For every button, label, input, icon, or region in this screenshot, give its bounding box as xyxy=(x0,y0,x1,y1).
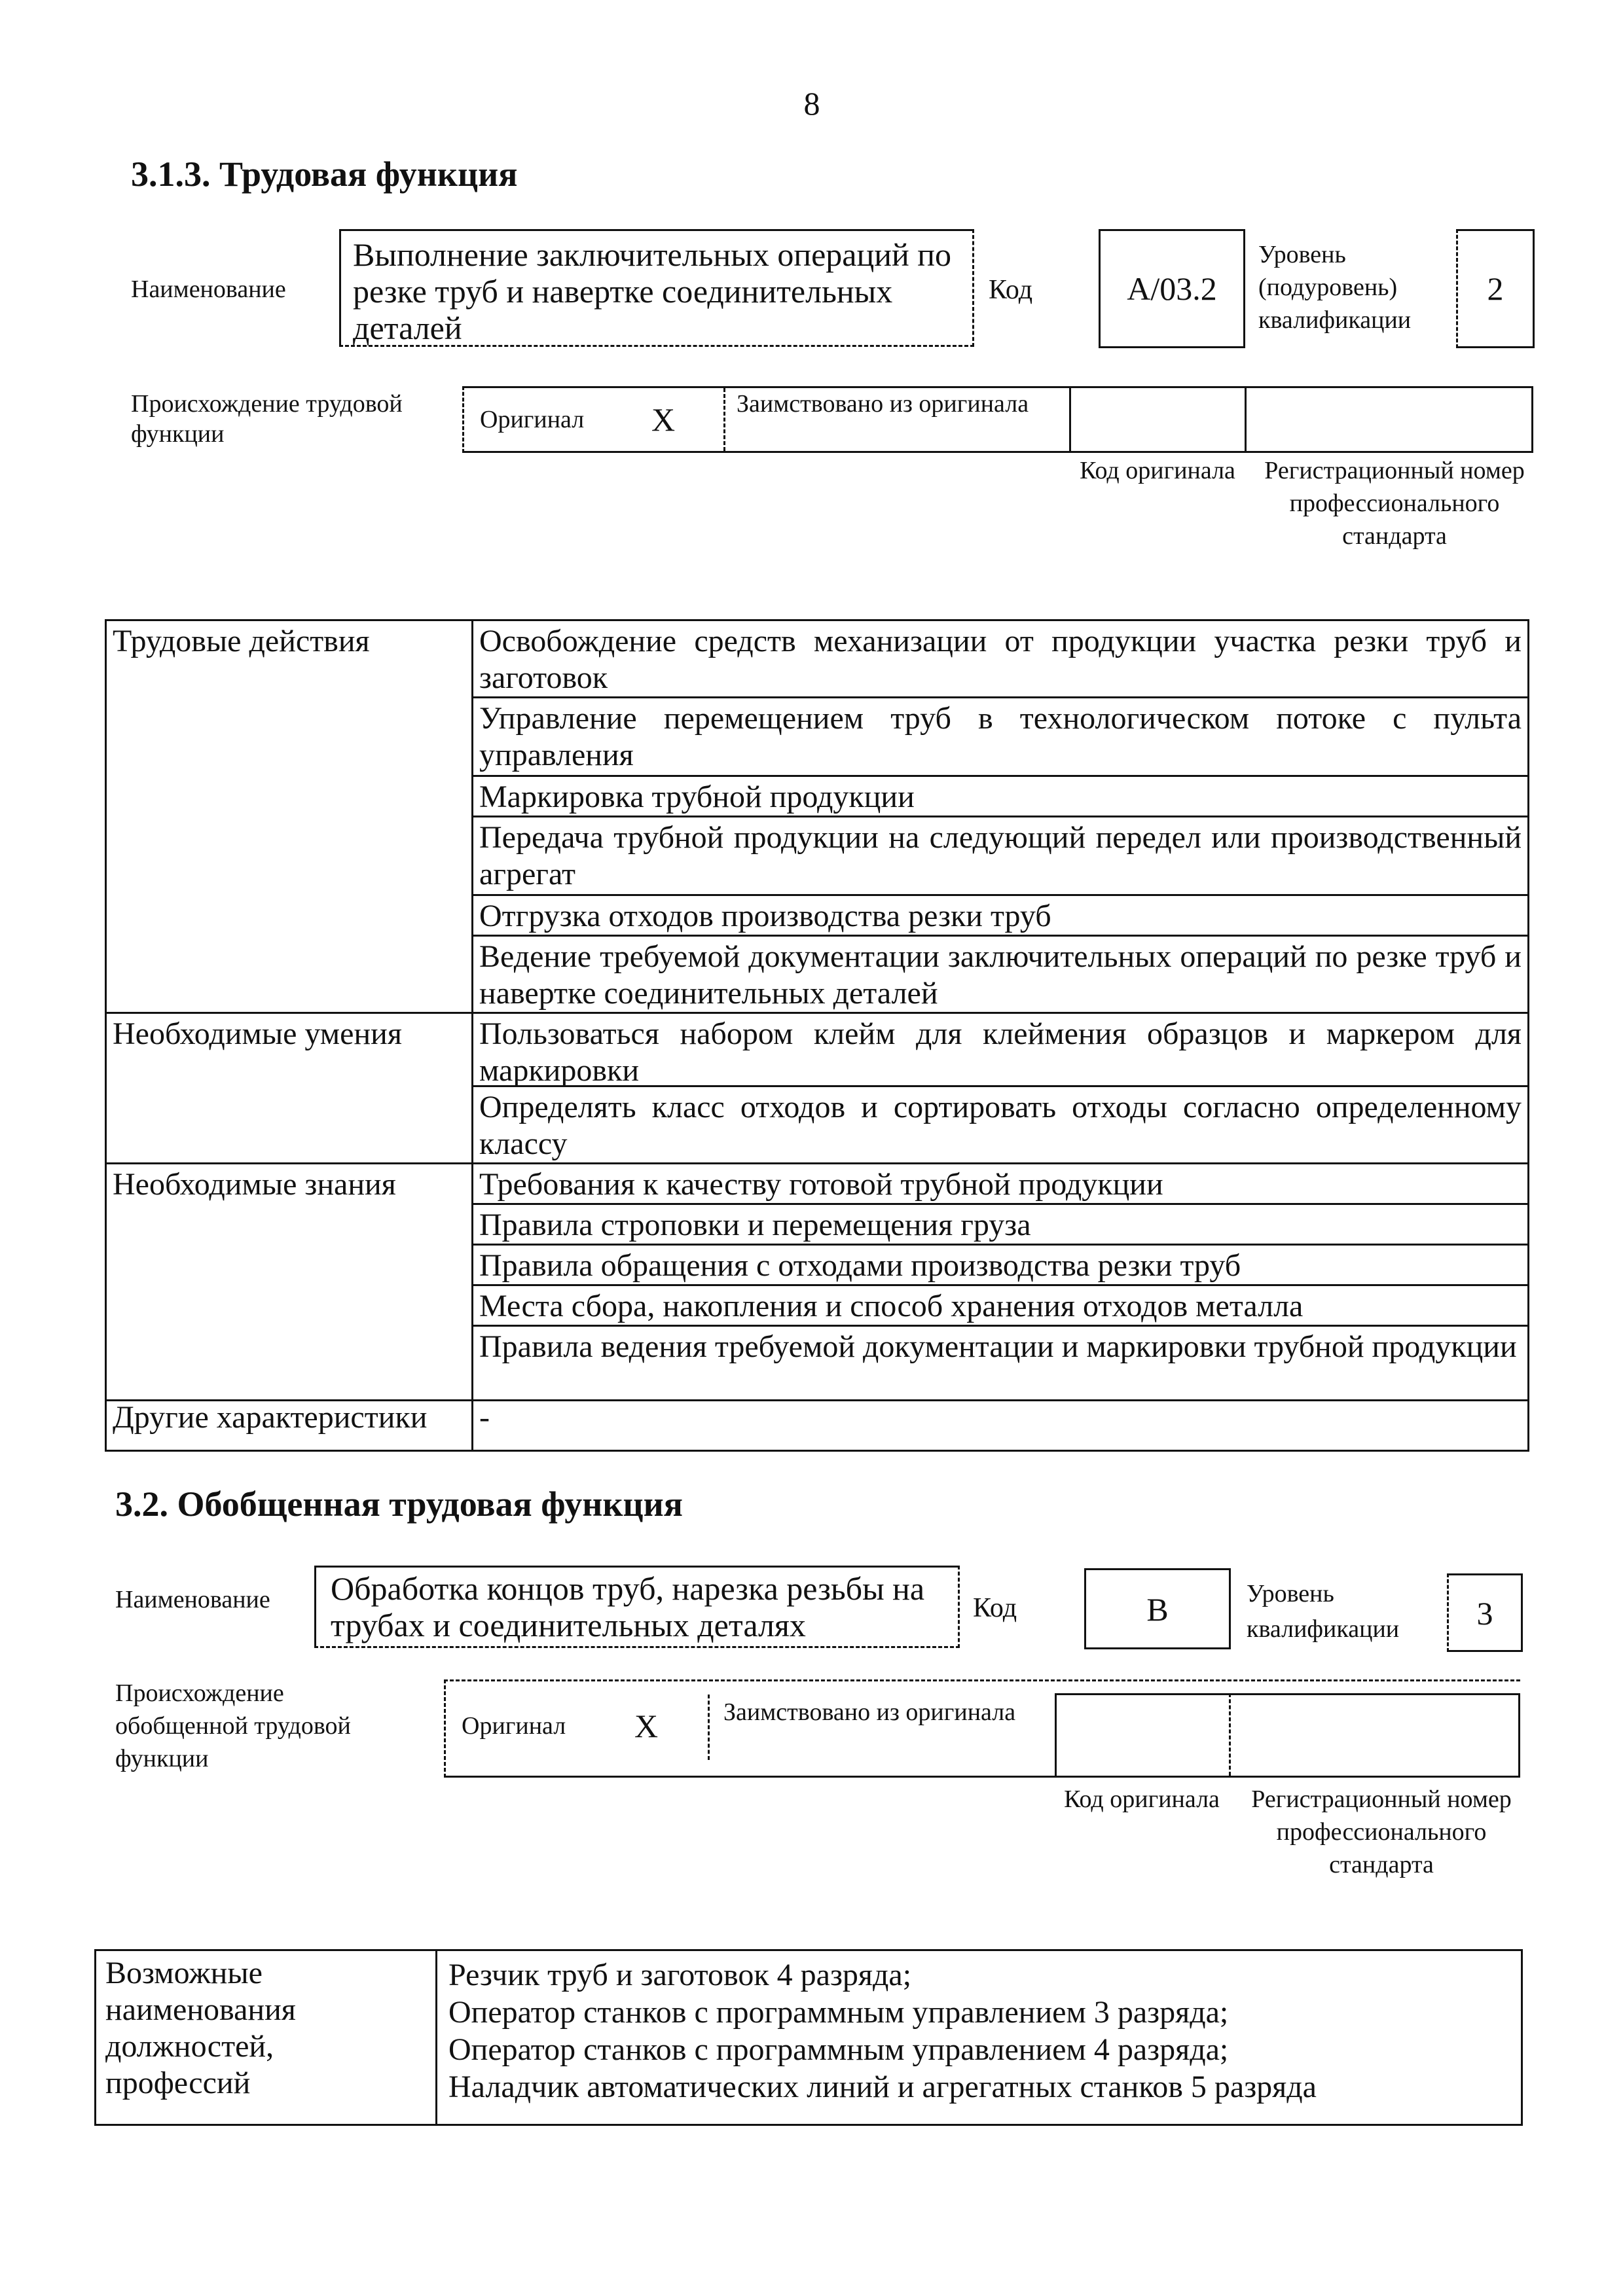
divider xyxy=(1245,388,1247,451)
positions-table xyxy=(94,1949,1523,2126)
table-row: Правила ведения требуемой документации и маркировки трубной продукции xyxy=(479,1329,1517,1364)
table-row: Управление перемещением труб в технологическом потоке с пульта управления xyxy=(479,701,1522,772)
function-table xyxy=(105,619,1529,1452)
divider xyxy=(1055,1693,1520,1695)
code-label: Код xyxy=(989,275,1033,305)
code-value: А/03.2 xyxy=(1099,229,1245,348)
level-value: 2 xyxy=(1456,229,1535,348)
function-name: Обработка концов труб, нарезка резьбы на трубах и соединительных деталях xyxy=(331,1570,925,1643)
table-row: - xyxy=(479,1400,490,1435)
code-original-caption: Код оригинала xyxy=(1064,1785,1220,1813)
table-row: Определять класс отходов и сортировать отходы согласно определенному классу xyxy=(479,1090,1522,1161)
positions-label: Возможные наименования должностей, профессий xyxy=(105,1956,296,2100)
table-row: Пользоваться набором клейм для клеймения образцов и маркером для маркировки xyxy=(479,1016,1522,1088)
table-row: Маркировка трубной продукции xyxy=(479,780,915,814)
category-label: Необходимые знания xyxy=(113,1167,396,1202)
list-item: Оператор станков с программным управлением 3 разряда; xyxy=(448,1995,1229,2030)
original-mark: Х xyxy=(651,401,676,438)
divider xyxy=(1518,1693,1520,1776)
table-row: Ведение требуемой документации заключительных операций по резке труб и навертке соединительных деталей xyxy=(479,939,1522,1011)
borrowed-label: Заимствовано из оригинала xyxy=(737,390,1029,418)
original-label: Оригинал xyxy=(480,406,585,433)
table-row: Отгрузка отходов производства резки труб xyxy=(479,899,1051,933)
category-label: Другие характеристики xyxy=(113,1400,428,1435)
level-label: Уровень квалификации xyxy=(1247,1580,1400,1643)
name-label: Наименование xyxy=(131,276,286,303)
table-row: Места сбора, накопления и способ хранения отходов металла xyxy=(479,1289,1304,1323)
origin-label: Происхождение обобщенной трудовой функции xyxy=(115,1679,351,1772)
divider xyxy=(1055,1693,1057,1776)
level-label: Уровень (подуровень) квалификации xyxy=(1258,241,1412,334)
function-name-box xyxy=(339,229,974,347)
code-original-caption: Код оригинала xyxy=(1080,457,1235,484)
origin-label: Происхождение трудовой функции xyxy=(131,390,403,448)
list-item: Резчик труб и заготовок 4 разряда; xyxy=(448,1958,912,1992)
reg-number-caption: Регистрационный номер профессионального стандарта xyxy=(1264,457,1525,550)
table-row: Освобождение средств механизации от продукции участка резки труб и заготовок xyxy=(479,624,1522,695)
code-value: В xyxy=(1084,1568,1231,1649)
divider xyxy=(1229,1693,1231,1776)
list-item: Оператор станков с программным управлением 4 разряда; xyxy=(448,2032,1229,2067)
table-row: Правила обращения с отходами производства резки труб xyxy=(479,1248,1241,1283)
table-row: Требования к качеству готовой трубной продукции xyxy=(479,1167,1163,1202)
section-title: 3.1.3. Трудовая функция xyxy=(131,154,518,194)
section-title: 3.2. Обобщенная трудовая функция xyxy=(115,1484,683,1524)
category-label: Необходимые умения xyxy=(113,1016,402,1051)
divider xyxy=(708,1695,710,1760)
name-label: Наименование xyxy=(115,1586,270,1613)
table-row: Передача трубной продукции на следующий передел или производственный агрегат xyxy=(479,820,1522,891)
row-divider xyxy=(105,1162,471,1164)
reg-number-caption: Регистрационный номер профессионального стандарта xyxy=(1251,1785,1512,1878)
page-number: 8 xyxy=(803,85,820,122)
original-label: Оригинал xyxy=(462,1712,566,1740)
divider xyxy=(1531,388,1533,451)
origin-box xyxy=(462,386,1533,453)
function-name: Выполнение заключительных операций по резке труб и навертке соединительных деталей xyxy=(353,236,952,346)
original-mark: Х xyxy=(634,1708,659,1744)
level-value: 3 xyxy=(1447,1573,1523,1652)
positions-list xyxy=(448,1956,1509,2106)
table-row: Правила строповки и перемещения груза xyxy=(479,1208,1031,1242)
origin-box xyxy=(444,1679,1520,1778)
category-label: Трудовые действия xyxy=(113,624,370,658)
borrowed-label: Заимствовано из оригинала xyxy=(723,1698,1016,1726)
list-item: Наладчик автоматических линий и агрегатных станков 5 разряда xyxy=(448,2070,1317,2104)
row-divider xyxy=(105,1399,471,1401)
code-label: Код xyxy=(973,1593,1017,1623)
divider xyxy=(1069,388,1071,451)
column-divider xyxy=(435,1951,437,2124)
function-name-box xyxy=(314,1566,960,1648)
row-divider xyxy=(105,1012,471,1014)
